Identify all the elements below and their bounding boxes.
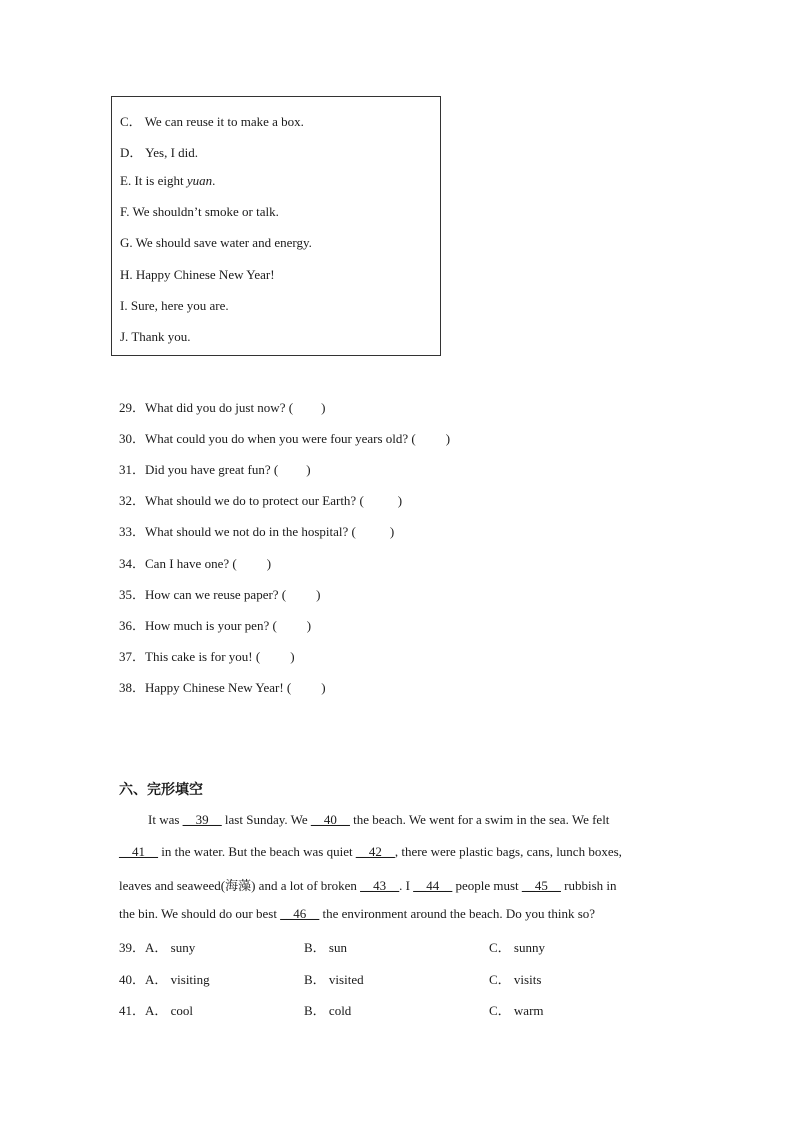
question-31 [119, 459, 311, 478]
question-close: ) [266, 556, 272, 571]
passage-text: , there were plastic bags, cans, lunch boxes, [394, 844, 622, 859]
blank-40[interactable]: __40__ [310, 812, 350, 827]
options-box [111, 96, 441, 356]
choice-group [119, 969, 210, 988]
option-text: Yes, I did. [145, 145, 199, 160]
question-text: Did you have great fun? ( [145, 462, 279, 477]
choice-b[interactable]: B． cold [304, 1003, 352, 1018]
choice-row-39 [119, 937, 719, 955]
question-38 [119, 677, 326, 696]
choice-b[interactable]: B． sun [304, 940, 347, 955]
option-label: H. [120, 267, 136, 282]
option-c [120, 111, 304, 130]
question-number: 37． [119, 649, 146, 664]
question-number: 31． [119, 462, 146, 477]
option-h [120, 267, 275, 283]
question-text: What did you do just now? ( [145, 400, 294, 415]
question-37 [119, 646, 295, 665]
choice-a[interactable]: A． suny [145, 940, 196, 955]
option-label: E. [120, 173, 135, 188]
option-label: J. [120, 329, 132, 344]
passage-text: last Sunday. We [221, 812, 311, 827]
passage-line-4 [119, 906, 595, 922]
choice-b[interactable]: B． visited [304, 972, 364, 987]
option-i [120, 298, 229, 314]
question-33 [119, 521, 394, 540]
passage-text: rubbish in [560, 878, 617, 893]
question-number: 36． [119, 618, 146, 633]
passage-text: the environment around the beach. Do you think so? [319, 906, 596, 921]
question-close: ) [321, 680, 326, 695]
option-text: It is eight [134, 173, 187, 188]
choice-a[interactable]: A． visiting [145, 972, 210, 987]
option-text: Sure, here you are. [130, 298, 229, 313]
question-text: This cake is for you! ( [145, 649, 261, 664]
question-close: ) [321, 400, 326, 415]
blank-39[interactable]: __39__ [182, 812, 222, 827]
choice-group [119, 1000, 193, 1019]
question-close: ) [316, 587, 321, 602]
question-close: ) [397, 493, 403, 508]
question-number: 29． [119, 400, 146, 415]
question-36 [119, 615, 311, 634]
passage-text: It was [148, 812, 183, 827]
question-text: Happy Chinese New Year! ( [145, 680, 292, 695]
passage-line-1 [148, 812, 609, 828]
question-text: How much is your pen? ( [145, 618, 277, 633]
passage-line-3 [119, 875, 617, 894]
question-text: What should we not do in the hospital? ( [145, 524, 356, 539]
blank-41[interactable]: __41__ [119, 844, 158, 859]
question-number: 30． [119, 431, 146, 446]
question-text: How can we reuse paper? ( [145, 587, 287, 602]
question-number: 38． [119, 680, 146, 695]
choice-c[interactable]: C． sunny [489, 940, 545, 955]
question-close: ) [389, 524, 395, 539]
option-label: C． [120, 114, 142, 129]
option-tail: . [212, 173, 216, 188]
option-d [120, 142, 198, 161]
passage-text: in the water. But the beach was quiet [158, 844, 356, 859]
passage-text: people must [452, 878, 522, 893]
choice-row-41 [119, 1000, 719, 1018]
option-g [120, 235, 312, 251]
choice-number: 39． [119, 940, 146, 955]
passage-line-2 [119, 844, 622, 860]
option-label: I. [120, 298, 131, 313]
option-label: G. [120, 235, 136, 250]
question-number: 34． [119, 556, 146, 571]
question-close: ) [306, 618, 312, 633]
blank-46[interactable]: __46__ [280, 906, 320, 921]
option-text: We should save water and energy. [135, 235, 312, 250]
option-e [120, 173, 215, 189]
question-number: 32． [119, 493, 146, 508]
question-close: ) [445, 431, 451, 446]
blank-45[interactable]: __45__ [521, 878, 561, 893]
question-number: 35． [119, 587, 146, 602]
choice-number: 41． [119, 1003, 146, 1018]
blank-42[interactable]: __42__ [355, 844, 395, 859]
question-29 [119, 397, 325, 416]
choice-row-40 [119, 969, 719, 987]
passage-text: leaves and seaweed(海藻) and a lot of broken [119, 878, 361, 893]
choice-a[interactable]: A． cool [145, 1003, 194, 1018]
option-text: Happy Chinese New Year! [135, 267, 275, 282]
question-32 [119, 490, 402, 509]
question-35 [119, 584, 320, 603]
option-j [120, 329, 191, 345]
question-text: Can I have one? ( [145, 556, 237, 571]
choice-group [119, 937, 195, 956]
question-text: What should we do to protect our Earth? ( [145, 493, 364, 508]
question-34 [119, 553, 271, 572]
question-text: What could you do when you were four years old? ( [145, 431, 416, 446]
option-text: We can reuse it to make a box. [144, 114, 304, 129]
choice-number: 40． [119, 972, 146, 987]
option-f [120, 204, 279, 220]
question-close: ) [290, 649, 295, 664]
question-30 [119, 428, 450, 447]
passage-text: the bin. We should do our best [119, 906, 281, 921]
section-title: 六、完形填空 [119, 782, 203, 798]
blank-43[interactable]: __43__ [360, 878, 400, 893]
question-close: ) [306, 462, 311, 477]
passage-text: the beach. We went for a swim in the sea. We felt [349, 812, 610, 827]
option-label: D． [120, 145, 143, 160]
option-label: F. [120, 204, 133, 219]
question-number: 33． [119, 524, 146, 539]
option-italic: yuan [186, 173, 213, 188]
option-text: We shouldn’t smoke or talk. [132, 204, 279, 219]
blank-44[interactable]: __44__ [413, 878, 453, 893]
choice-c[interactable]: C． warm [489, 1003, 544, 1018]
choice-c[interactable]: C． visits [489, 972, 542, 987]
option-text: Thank you. [131, 329, 191, 344]
passage-text: . I [399, 878, 414, 893]
